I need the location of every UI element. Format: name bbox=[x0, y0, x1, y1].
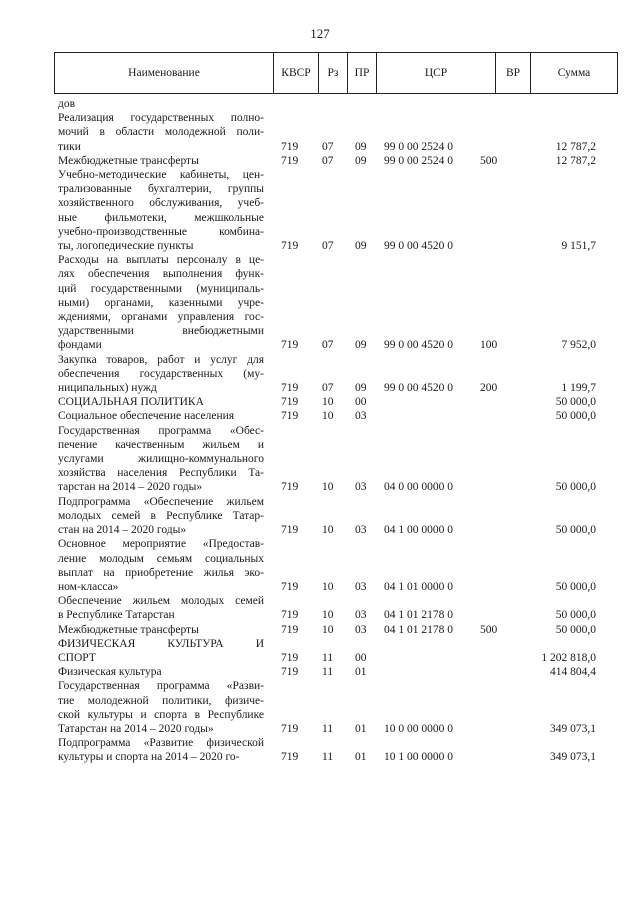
row-name-line: выплат на приобретение жилья эко- bbox=[58, 566, 264, 579]
row-name bbox=[58, 736, 264, 764]
row-rz: 10 bbox=[322, 396, 334, 409]
row-name-line: Учебно-методические кабинеты, цен- bbox=[58, 169, 264, 182]
row-kvsr: 719 bbox=[281, 751, 299, 764]
row-kvsr: 719 bbox=[281, 722, 299, 735]
row-name bbox=[58, 395, 264, 409]
row-name-line: мочий в области молодежной поли- bbox=[58, 126, 264, 139]
row-csr: 99 0 00 4520 0 bbox=[384, 382, 453, 395]
row-name bbox=[58, 623, 264, 637]
row-name-line: Основное мероприятие «Предостав- bbox=[58, 538, 264, 551]
row-name-line: ными) органами, казенными учре- bbox=[58, 296, 264, 309]
row-name bbox=[58, 594, 264, 622]
row-name bbox=[58, 353, 264, 396]
row-name bbox=[58, 111, 264, 154]
row-sum: 50 000,0 bbox=[555, 396, 596, 409]
row-rz: 10 bbox=[322, 481, 334, 494]
table-row bbox=[0, 97, 640, 111]
table-row bbox=[0, 353, 640, 396]
row-sum: 349 073,1 bbox=[550, 722, 596, 735]
row-vr: 100 bbox=[480, 339, 498, 352]
row-name-line: услугами жилищно-коммунального bbox=[58, 453, 264, 466]
table-row bbox=[0, 154, 640, 168]
row-kvsr: 719 bbox=[281, 140, 299, 153]
row-kvsr: 719 bbox=[281, 666, 299, 679]
row-name-line: ление молодым семьям социальных bbox=[58, 552, 264, 565]
row-name-line: обеспечения государственных (му- bbox=[58, 367, 264, 380]
row-kvsr: 719 bbox=[281, 154, 299, 167]
row-name-line: стан на 2014 – 2020 годы» bbox=[58, 524, 187, 537]
row-rz: 11 bbox=[322, 751, 334, 764]
row-kvsr: 719 bbox=[281, 609, 299, 622]
row-sum: 1 199,7 bbox=[561, 382, 596, 395]
row-name-line: Подпрограмма «Развитие физической bbox=[58, 737, 264, 750]
row-sum: 1 202 818,0 bbox=[541, 651, 596, 664]
row-name bbox=[58, 154, 264, 168]
table-row bbox=[0, 168, 640, 253]
table-row bbox=[0, 409, 640, 423]
row-kvsr: 719 bbox=[281, 524, 299, 537]
page-number: 127 bbox=[310, 26, 330, 41]
row-kvsr: 719 bbox=[281, 240, 299, 253]
row-rz: 07 bbox=[322, 240, 334, 253]
row-rz: 11 bbox=[322, 651, 334, 664]
row-name-line: Закупка товаров, работ и услуг для bbox=[58, 353, 264, 366]
row-pr: 01 bbox=[355, 666, 367, 679]
row-kvsr: 719 bbox=[281, 382, 299, 395]
row-csr: 10 0 00 0000 0 bbox=[384, 722, 453, 735]
row-pr: 09 bbox=[355, 240, 367, 253]
row-csr: 99 0 00 4520 0 bbox=[384, 240, 453, 253]
row-name-line: ниципальных) нужд bbox=[58, 382, 157, 395]
row-name-line: Расходы на выплаты персоналу в це- bbox=[58, 254, 264, 267]
row-rz: 10 bbox=[322, 623, 334, 636]
row-kvsr: 719 bbox=[281, 651, 299, 664]
table-row bbox=[0, 395, 640, 409]
row-rz: 10 bbox=[322, 524, 334, 537]
table-body bbox=[0, 97, 640, 765]
row-name-line: дов bbox=[58, 98, 76, 110]
row-name-line: печение качественным жильем и bbox=[58, 438, 264, 451]
row-name-line: фондами bbox=[58, 339, 102, 352]
row-name bbox=[58, 537, 264, 594]
row-sum: 7 952,0 bbox=[561, 339, 596, 352]
table-row bbox=[0, 594, 640, 622]
table-header bbox=[54, 52, 618, 94]
row-name-line: тие молодежной политики, физиче- bbox=[58, 694, 264, 707]
row-kvsr: 719 bbox=[281, 410, 299, 423]
row-name-line: Реализация государственных полно- bbox=[58, 112, 264, 125]
row-sum: 50 000,0 bbox=[555, 481, 596, 494]
table-row bbox=[0, 736, 640, 764]
header-vr: ВР bbox=[496, 53, 531, 94]
row-sum: 50 000,0 bbox=[555, 524, 596, 537]
row-kvsr: 719 bbox=[281, 396, 299, 409]
row-name-line: хозяйственного обслуживания, учеб- bbox=[58, 197, 264, 210]
row-name-line: Межбюджетные трансферты bbox=[58, 623, 199, 636]
row-kvsr: 719 bbox=[281, 623, 299, 636]
row-csr: 04 1 01 0000 0 bbox=[384, 580, 453, 593]
row-csr: 04 1 01 2178 0 bbox=[384, 609, 453, 622]
row-rz: 10 bbox=[322, 580, 334, 593]
table-row bbox=[0, 665, 640, 679]
row-name-line: тики bbox=[58, 140, 81, 153]
row-csr: 04 1 00 0000 0 bbox=[384, 524, 453, 537]
row-name-line: СПОРТ bbox=[58, 651, 96, 664]
row-rz: 11 bbox=[322, 722, 334, 735]
row-name-line: Подпрограмма «Обеспечение жильем bbox=[58, 495, 264, 508]
header-csr: ЦСР bbox=[377, 53, 496, 94]
row-name-line: хозяйства населения Республики Та- bbox=[58, 467, 264, 480]
row-name-line: Обеспечение жильем молодых семей bbox=[58, 595, 264, 608]
row-vr: 200 bbox=[480, 382, 498, 395]
row-name-line: Межбюджетные трансферты bbox=[58, 154, 199, 167]
row-pr: 00 bbox=[355, 651, 367, 664]
row-kvsr: 719 bbox=[281, 481, 299, 494]
row-pr: 03 bbox=[355, 481, 367, 494]
row-csr: 99 0 00 2524 0 bbox=[384, 154, 453, 167]
row-name-line: ударственными внебюджетными bbox=[58, 325, 264, 338]
row-pr: 09 bbox=[355, 140, 367, 153]
row-name-line: СОЦИАЛЬНАЯ ПОЛИТИКА bbox=[58, 396, 204, 409]
row-name-line: учебно-производственные комбина- bbox=[58, 225, 264, 238]
row-name-line: Социальное обеспечение населения bbox=[58, 410, 235, 423]
row-sum: 414 804,4 bbox=[550, 666, 596, 679]
row-pr: 03 bbox=[355, 580, 367, 593]
row-name-line: молодых семей в Республике Татар- bbox=[58, 509, 264, 522]
row-name-line: ные фильмотеки, межшкольные bbox=[58, 211, 264, 224]
row-csr: 10 1 00 0000 0 bbox=[384, 751, 453, 764]
row-pr: 00 bbox=[355, 396, 367, 409]
row-csr: 04 0 00 0000 0 bbox=[384, 481, 453, 494]
row-name-line: в Республике Татарстан bbox=[58, 609, 175, 622]
table-row bbox=[0, 424, 640, 495]
row-name-line: тарстан на 2014 – 2020 годы» bbox=[58, 481, 203, 494]
row-name-line: Государственная программа «Обес- bbox=[58, 424, 264, 437]
row-rz: 10 bbox=[322, 410, 334, 423]
table-row bbox=[0, 111, 640, 154]
row-rz: 07 bbox=[322, 140, 334, 153]
table-row bbox=[0, 623, 640, 637]
row-name bbox=[58, 665, 264, 679]
row-name-line: трализованные бухгалтерии, группы bbox=[58, 183, 264, 196]
row-name-line: Татарстан на 2014 – 2020 годы» bbox=[58, 722, 214, 735]
row-name-line: культуры и спорта на 2014 – 2020 го- bbox=[58, 751, 240, 764]
row-name-line: ном-класса» bbox=[58, 580, 119, 593]
row-sum: 50 000,0 bbox=[555, 410, 596, 423]
row-pr: 03 bbox=[355, 524, 367, 537]
row-kvsr: 719 bbox=[281, 580, 299, 593]
row-name bbox=[58, 97, 264, 111]
row-name-line: ждениями, органами управления гос- bbox=[58, 311, 264, 324]
row-name bbox=[58, 168, 264, 253]
row-name bbox=[58, 679, 264, 736]
header-sum: Сумма bbox=[531, 53, 618, 94]
row-pr: 03 bbox=[355, 623, 367, 636]
row-vr: 500 bbox=[480, 154, 498, 167]
row-sum: 12 787,2 bbox=[555, 154, 596, 167]
row-rz: 07 bbox=[322, 154, 334, 167]
table-row bbox=[0, 679, 640, 736]
row-pr: 09 bbox=[355, 339, 367, 352]
row-name-line: Государственная программа «Разви- bbox=[58, 680, 264, 693]
row-name bbox=[58, 253, 264, 352]
row-vr: 500 bbox=[480, 623, 498, 636]
table-row bbox=[0, 637, 640, 665]
row-sum: 9 151,7 bbox=[561, 240, 596, 253]
row-pr: 01 bbox=[355, 722, 367, 735]
table-row bbox=[0, 253, 640, 352]
row-rz: 10 bbox=[322, 609, 334, 622]
row-csr: 04 1 01 2178 0 bbox=[384, 623, 453, 636]
row-name-line: лях обеспечения выполнения функ- bbox=[58, 268, 264, 281]
row-sum: 12 787,2 bbox=[555, 140, 596, 153]
header-pr: ПР bbox=[348, 53, 377, 94]
row-pr: 09 bbox=[355, 382, 367, 395]
row-pr: 03 bbox=[355, 609, 367, 622]
row-name-line: ской культуры и спорта в Республике bbox=[58, 708, 264, 721]
row-name bbox=[58, 424, 264, 495]
row-sum: 50 000,0 bbox=[555, 580, 596, 593]
row-name-line: ты, логопедические пункты bbox=[58, 240, 194, 253]
row-csr: 99 0 00 2524 0 bbox=[384, 140, 453, 153]
row-rz: 07 bbox=[322, 382, 334, 395]
row-pr: 01 bbox=[355, 751, 367, 764]
row-name-line: ФИЗИЧЕСКАЯ КУЛЬТУРА И bbox=[58, 637, 264, 650]
row-name-line: ций государственными (муниципаль- bbox=[58, 282, 264, 295]
row-csr: 99 0 00 4520 0 bbox=[384, 339, 453, 352]
header-kvsr: КВСР bbox=[274, 53, 319, 94]
row-pr: 09 bbox=[355, 154, 367, 167]
row-sum: 349 073,1 bbox=[550, 751, 596, 764]
row-kvsr: 719 bbox=[281, 339, 299, 352]
row-name-line: Физическая культура bbox=[58, 666, 162, 679]
header-rz: Рз bbox=[319, 53, 348, 94]
row-sum: 50 000,0 bbox=[555, 609, 596, 622]
table-row bbox=[0, 537, 640, 594]
row-rz: 11 bbox=[322, 666, 334, 679]
row-rz: 07 bbox=[322, 339, 334, 352]
row-name bbox=[58, 637, 264, 665]
table-row bbox=[0, 495, 640, 538]
header-name: Наименование bbox=[55, 53, 274, 94]
row-name bbox=[58, 409, 264, 423]
row-name bbox=[58, 495, 264, 538]
row-pr: 03 bbox=[355, 410, 367, 423]
row-sum: 50 000,0 bbox=[555, 623, 596, 636]
